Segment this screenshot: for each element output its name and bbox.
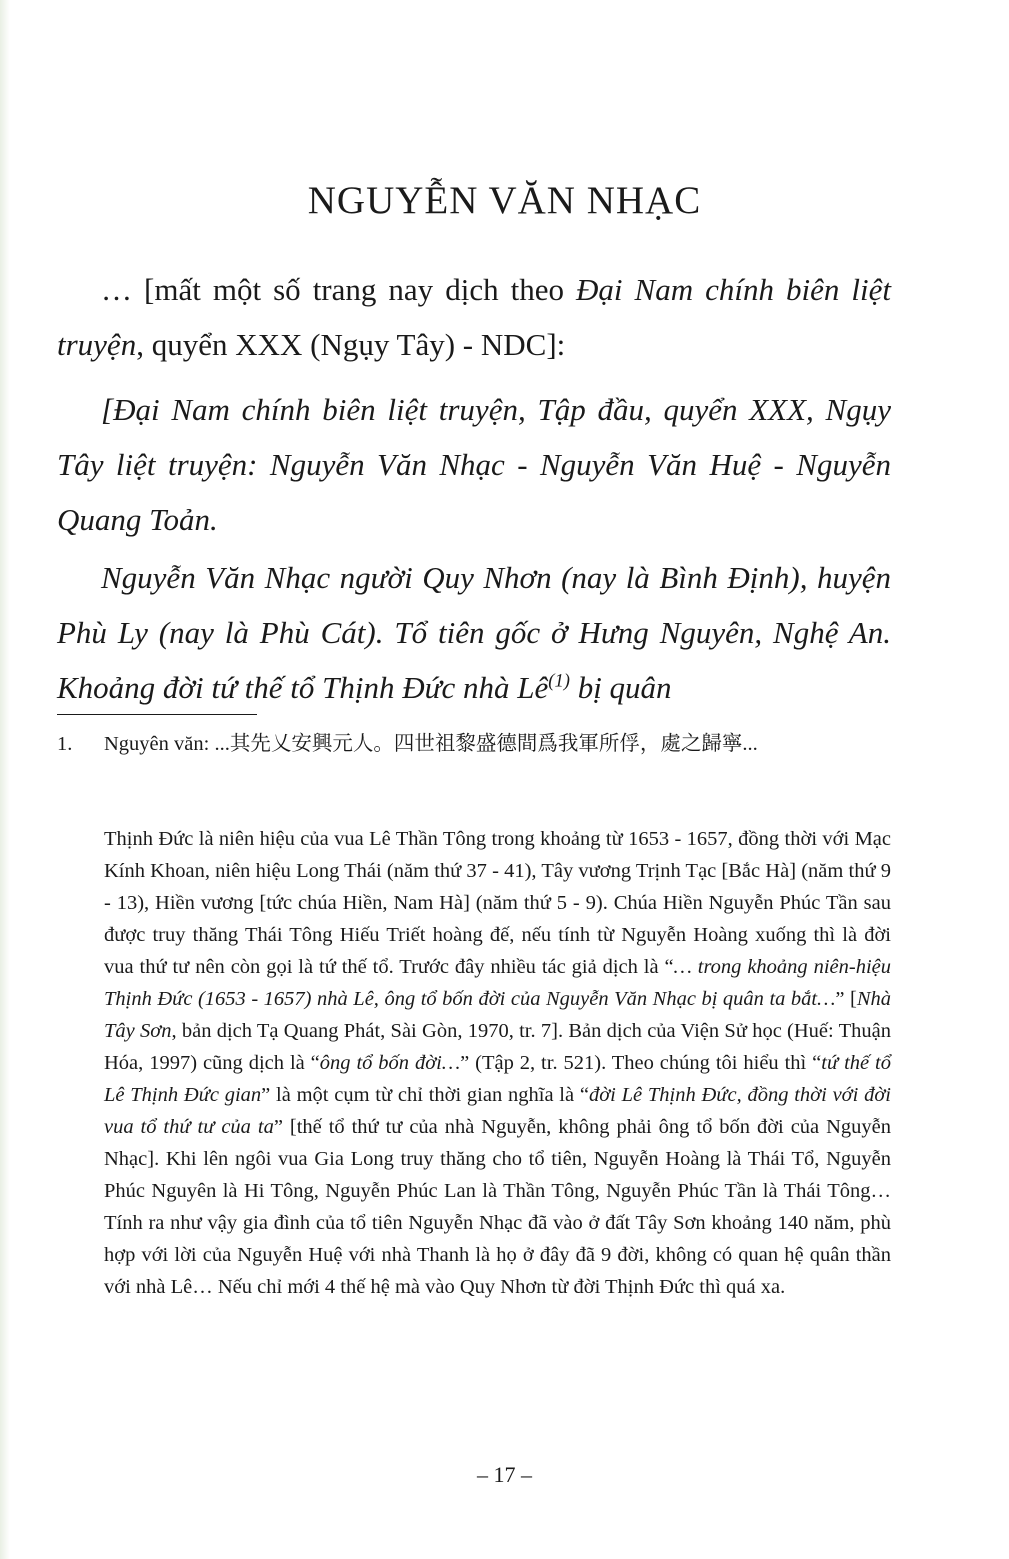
fn-s9: ” là một cụm từ chỉ thời gian nghĩa là “	[261, 1084, 589, 1106]
footnote-divider	[57, 714, 257, 715]
paragraph-biography	[57, 550, 891, 715]
page-edge	[0, 0, 10, 1559]
fn-s7: ” (Tập 2, tr. 521). Theo chúng tôi hiểu thì “	[460, 1052, 822, 1074]
fn-s11: ” [thế tổ thứ tư của nhà Nguyễn, không phải ông tổ bốn đời của Nguyễn Nhạc]. Khi lên ngôi vua Gia Long truy thăng cho tổ tiên, Nguyễn Hoàng là Thái Tổ, Nguyễn Phúc Nguyên là Hi Tông, Nguyễn Phúc Lan là Thần Tông, Nguyễn Phúc Tần là Thái Tông… Tính ra như vậy gia đình của tổ tiên Nguyễn Nhạc đã vào ở đất Tây Sơn khoảng 140 năm, phù hợp với lời của Nguyễn Huệ với nhà Thanh là họ ở đây đã 9 đời, không có quan hệ quân thần với nhà Lê… Nếu chỉ mới 4 thế hệ mà vào Quy Nhơn từ đời Thịnh Đức thì quá xa.	[104, 1116, 891, 1298]
biography-text-end: bị quân	[569, 670, 672, 705]
paragraph-intro	[57, 262, 891, 372]
fn-s10: đời Lê Thịnh Đức, đồng thời với đời vua tổ thứ tư của ta	[104, 1084, 891, 1138]
paragraph-source	[57, 382, 891, 547]
intro-source-title: Đại Nam chính biên liệt truyện	[57, 272, 892, 362]
fn-s2: … trong khoảng niên-hiệu Thịnh Đức (1653 - 1657) nhà Lê, ông tổ bốn đời của Nguyễn Văn Nhạc bị quân ta bắt…	[104, 956, 891, 1010]
fn-s3: ” [	[835, 988, 857, 1010]
footnote-ref[interactable]: (1)	[548, 670, 570, 692]
chapter-title: NGUYỄN VĂN NHẠC	[307, 179, 702, 222]
footnote-number: 1.	[57, 733, 73, 755]
source-citation: [Đại Nam chính biên liệt truyện, Tập đầu, quyển XXX, Ngụy Tây liệt truyện: Nguyễn Văn Nhạc - Nguyễn Văn Huệ - Nguyễn Quang Toản.	[57, 392, 891, 537]
page-number: – 17 –	[477, 1462, 532, 1487]
fn-s4: Nhà Tây Sơn	[104, 988, 891, 1042]
intro-text-a: … [mất một số trang nay dịch theo	[101, 272, 576, 307]
fn-s6: ông tổ bốn đời…	[319, 1052, 461, 1074]
fn-s8: tứ thế tổ Lê Thịnh Đức gian	[104, 1052, 891, 1106]
fn-s5: , bản dịch Tạ Quang Phát, Sài Gòn, 1970, tr. 7]. Bản dịch của Viện Sử học (Huế: Thuận Hóa, 1997) cũng dịch là “	[104, 1020, 891, 1074]
footnote-original-text: Nguyên văn: ...其先乂安興元人。四世祖黎盛德間爲我軍所俘，處之歸寧...	[104, 733, 758, 755]
intro-text-c: , quyển XXX (Ngụy Tây) - NDC]:	[136, 327, 566, 362]
fn-s1: Thịnh Đức là niên hiệu của vua Lê Thần Tông trong khoảng từ 1653 - 1657, đồng thời với Mạc Kính Khoan, niên hiệu Long Thái (năm thứ 37 - 41), Tây vương Trịnh Tạc [Bắc Hà] (năm thứ 9 - 13), Hiền vương [tức chúa Hiền, Nam Hà] (năm thứ 5 - 9). Chúa Hiền Nguyễn Phúc Tần sau được truy thăng Thái Tông Hiếu Triết hoàng đế, nếu tính từ Nguyễn Hoàng xuống thì là đời vua thứ tư nên còn gọi là tứ thế tổ. Trước đây nhiều tác giả dịch là “	[104, 828, 891, 978]
biography-text: Nguyễn Văn Nhạc người Quy Nhơn (nay là Bình Định), huyện Phù Ly (nay là Phù Cát). Tổ tiên gốc ở Hưng Nguyên, Nghệ An. Khoảng đời tứ thế tổ Thịnh Đức nhà Lê	[57, 560, 891, 705]
footnote-body	[104, 823, 891, 1303]
